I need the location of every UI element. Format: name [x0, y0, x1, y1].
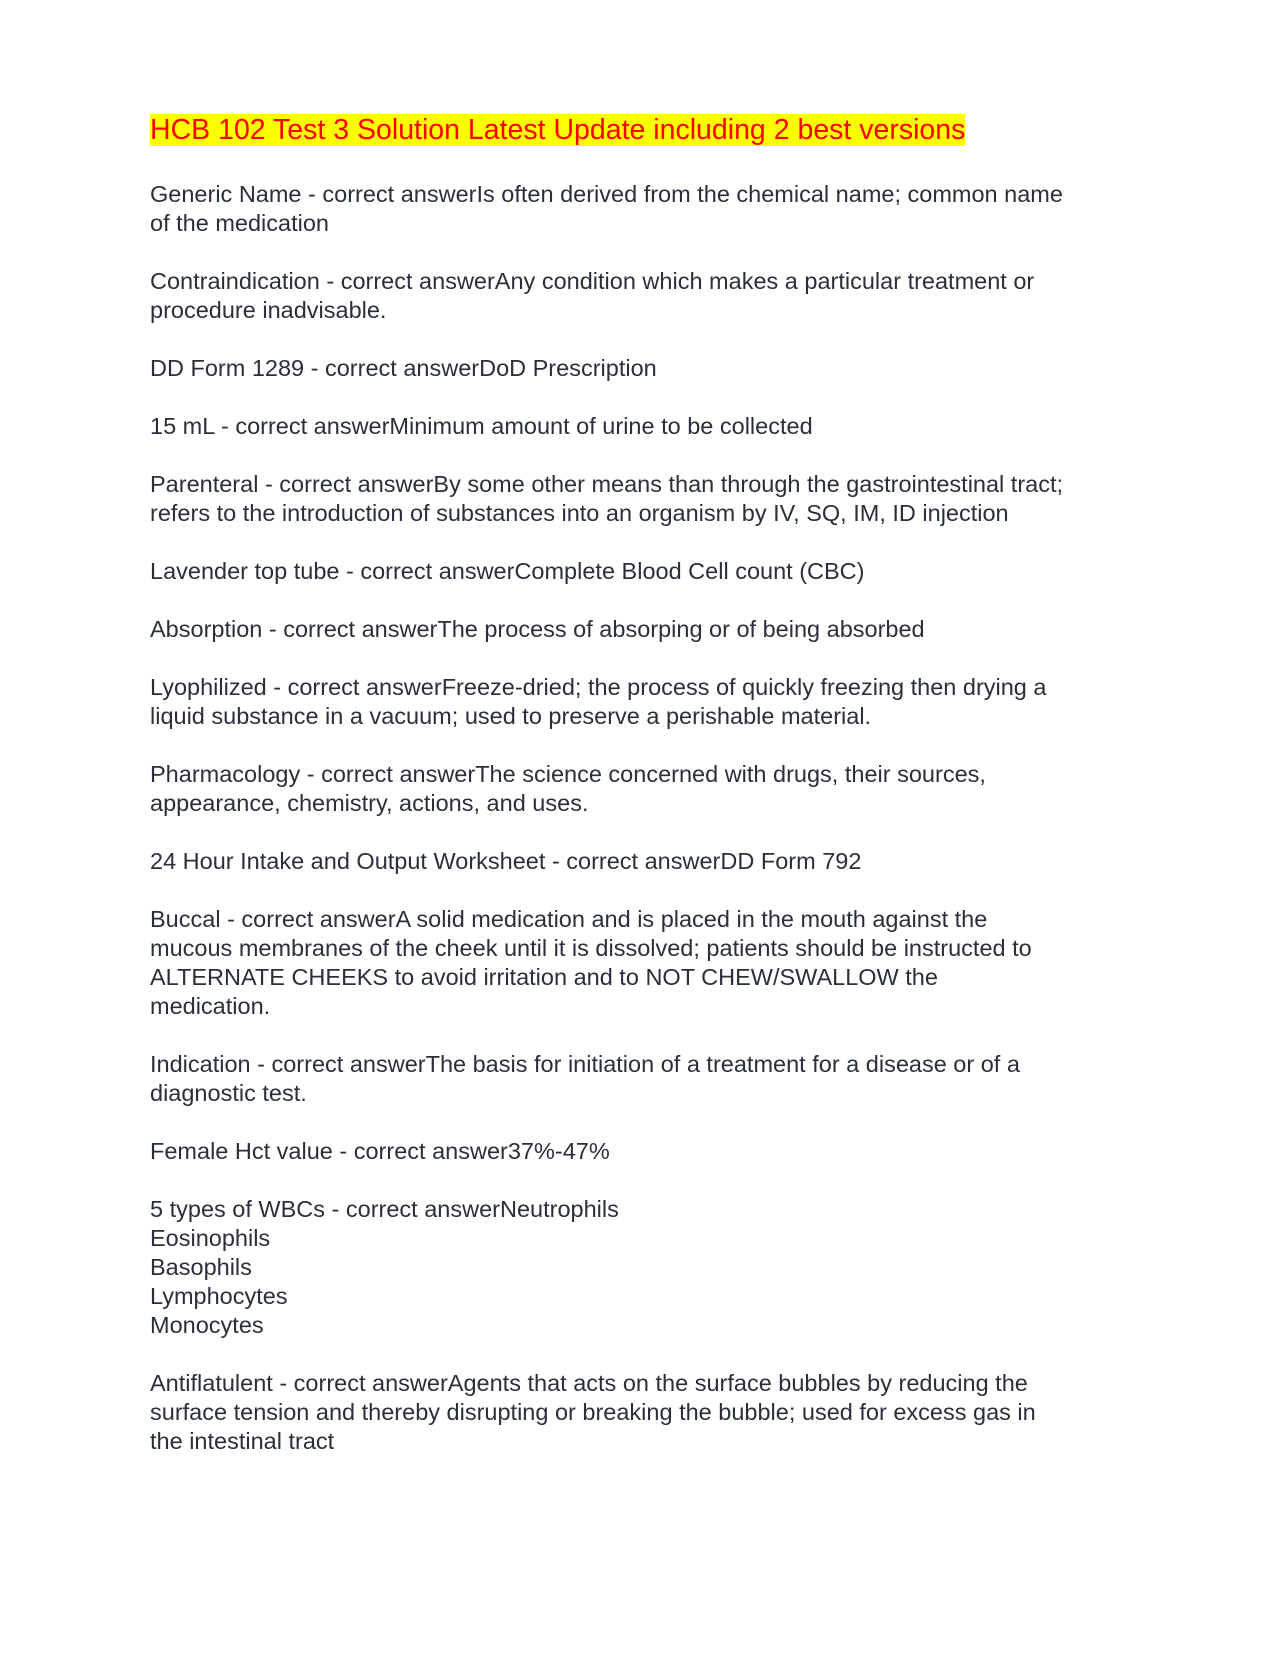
entry-absorption: Absorption - correct answerThe process of absorping or of being absorbed	[150, 616, 925, 642]
entry-generic-name: Generic Name - correct answerIs often derived from the chemical name; common name of the medication	[150, 181, 1063, 236]
entry-intake-output-worksheet: 24 Hour Intake and Output Worksheet - correct answerDD Form 792	[150, 848, 862, 874]
entry-female-hct: Female Hct value - correct answer37%-47%	[150, 1138, 610, 1164]
entry-pharmacology: Pharmacology - correct answerThe science concerned with drugs, their sources, appearance, chemistry, actions, and uses.	[150, 761, 986, 816]
entry-wbc-types: 5 types of WBCs - correct answerNeutrophils Eosinophils Basophils Lymphocytes Monocytes	[150, 1196, 619, 1338]
entry-dd-form-1289: DD Form 1289 - correct answerDoD Prescription	[150, 355, 657, 381]
document-title: HCB 102 Test 3 Solution Latest Update including 2 best versions	[150, 114, 966, 146]
entry-parenteral: Parenteral - correct answerBy some other means than through the gastrointestinal tract; refers to the introduction of substances into an organism by IV, SQ, IM, ID injection	[150, 471, 1064, 526]
title-container	[150, 110, 1130, 150]
entry-contraindication: Contraindication - correct answerAny condition which makes a particular treatment or procedure inadvisable.	[150, 268, 1035, 323]
entry-antiflatulent: Antiflatulent - correct answerAgents that acts on the surface bubbles by reducing the surface tension and thereby disrupting or breaking the bubble; used for excess gas in the intestinal tract	[150, 1370, 1036, 1454]
entry-buccal: Buccal - correct answerA solid medication and is placed in the mouth against the mucous membranes of the cheek until it is dissolved; patients should be instructed to ALTERNATE CHEEKS to avoid irritation and to NOT CHEW/SWALLOW the medication.	[150, 906, 1032, 1019]
entry-lyophilized: Lyophilized - correct answerFreeze-dried; the process of quickly freezing then drying a liquid substance in a vacuum; used to preserve a perishable material.	[150, 674, 1047, 729]
entry-indication: Indication - correct answerThe basis for initiation of a treatment for a disease or of a diagnostic test.	[150, 1051, 1020, 1106]
entry-lavender-top-tube: Lavender top tube - correct answerComplete Blood Cell count (CBC)	[150, 558, 865, 584]
document-page	[150, 110, 1130, 1485]
entry-15-ml: 15 mL - correct answerMinimum amount of urine to be collected	[150, 413, 813, 439]
